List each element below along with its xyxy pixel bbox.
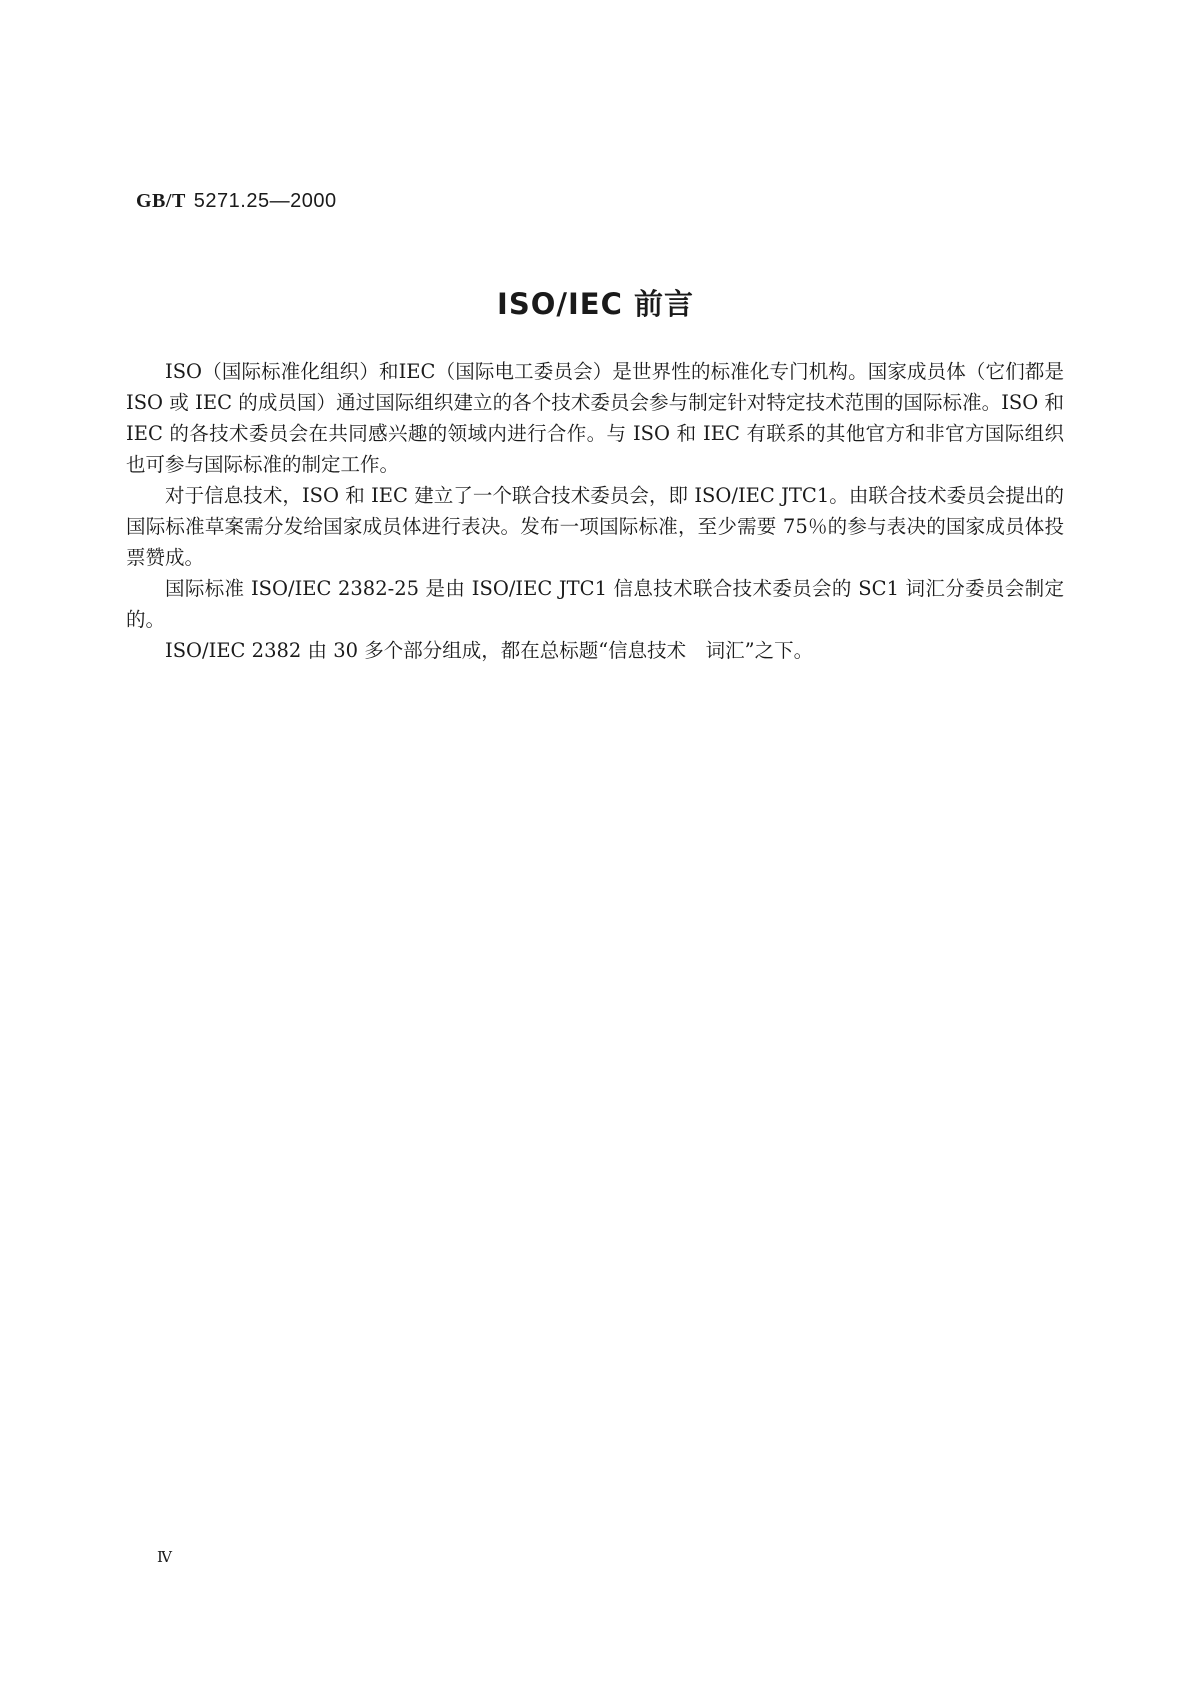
document-header xyxy=(136,188,337,213)
standard-number: 5271.25—2000 xyxy=(193,190,337,212)
standard-prefix: GB/T xyxy=(136,190,186,212)
foreword-body xyxy=(126,356,1064,666)
page-title: ISO/IEC 前言 xyxy=(497,287,694,321)
paragraph: 对于信息技术，ISO 和 IEC 建立了一个联合技术委员会，即 ISO/IEC JTC1。由联合技术委员会提出的国际标准草案需分发给国家成员体进行表决。发布一项国际标准，至少需要 75％的参与表决的国家成员体投票赞成。 xyxy=(126,484,1064,569)
page-number: Ⅳ xyxy=(157,1548,171,1566)
paragraph: ISO（国际标准化组织）和IEC（国际电工委员会）是世界性的标准化专门机构。国家成员体（它们都是 ISO 或 IEC 的成员国）通过国际组织建立的各个技术委员会参与制定针对特定技术范围的国际标准。ISO 和 IEC 的各技术委员会在共同感兴趣的领域内进行合作。与 ISO 和 IEC 有联系的其他官方和非官方国际组织也可参与国际标准的制定工作。 xyxy=(126,360,1064,476)
paragraph: 国际标准 ISO/IEC 2382-25 是由 ISO/IEC JTC1 信息技术联合技术委员会的 SC1 词汇分委员会制定的。 xyxy=(126,577,1064,631)
paragraph: ISO/IEC 2382 由 30 多个部分组成，都在总标题“信息技术 词汇”之下。 xyxy=(165,639,814,662)
